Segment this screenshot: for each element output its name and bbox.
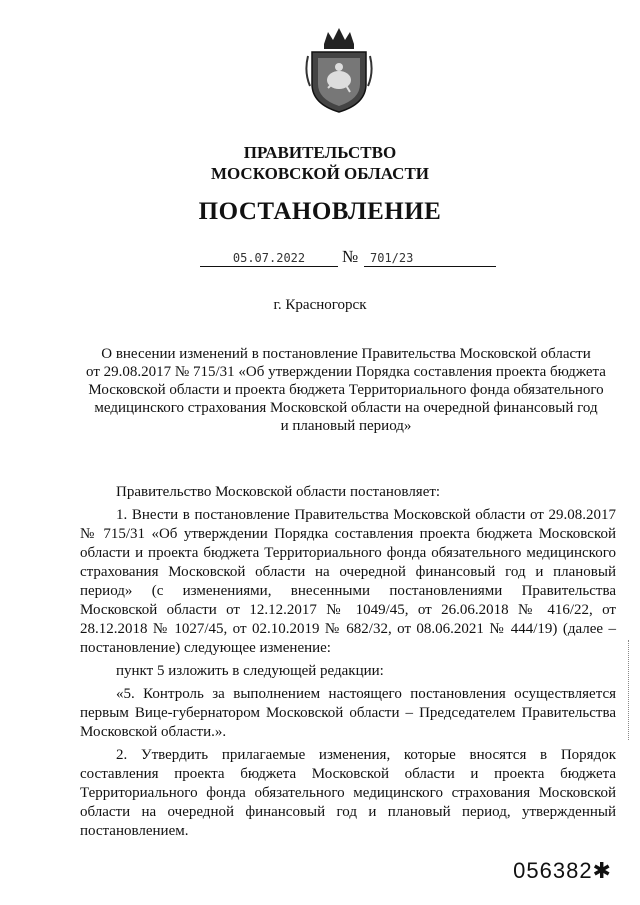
body-intro: Правительство Московской области постановляет: (116, 484, 441, 500)
body-paragraph-1: 1. Внести в постановление Правительства Московской области от 29.08.2017 № 715/31 «Об утверждении Порядка составления проекта бюджета Московской области и проекта бюджета Территориального фонда обязательного медицинского страхования Московской области на очередной финансовый год и плановый период» (с изменениями, внесенными постановлениями Правительства Московской области от 12.12.2017 № 1049/45, от 26.06.2018 № 416/22, от 28.12.2018 № 1027/45, от 02.10.2019 № 682/32, от 08.06.2021 № 444/19) (далее – постановление) следующее изменение: (80, 507, 616, 656)
document-date: 05.07.2022 (200, 250, 338, 267)
document-subject (86, 345, 606, 435)
body-paragraph-3: «5. Контроль за выполнением настоящего постановления осуществляется первым Вице-губернатором Московской области – Председателем Правительства Московской области.». (80, 686, 616, 740)
coat-of-arms-emblem (304, 22, 374, 114)
date-number-line (0, 247, 640, 270)
document-type-title: ПОСТАНОВЛЕНИЕ (198, 198, 442, 225)
org-line-2: МОСКОВСКОЙ ОБЛАСТИ (210, 164, 430, 183)
margin-marks (628, 640, 631, 740)
subject-line-5: и плановый период» (280, 418, 412, 434)
document-serial-code: 056382✱ (513, 858, 612, 883)
subject-line-3: Московской области и проекта бюджета Территориального фонда обязательного (88, 382, 604, 398)
subject-line-2: от 29.08.2017 № 715/31 «Об утверждении Порядка составления проекта бюджета (86, 364, 606, 380)
subject-line-4: медицинского страхования Московской области на очередной финансовый год (94, 400, 598, 416)
body-paragraph-2: пункт 5 изложить в следующей редакции: (116, 663, 384, 679)
city-name: г. Красногорск (273, 297, 367, 313)
document-number: 701/23 (370, 251, 414, 265)
document-number-field (364, 250, 496, 267)
body-paragraph-4: 2. Утвердить прилагаемые изменения, которые вносятся в Порядок составления проекта бюджета Московской области и проекта бюджета Территориального фонда обязательного медицинского страхования Московской области на очередной финансовый год и плановый период, утвержденный постановлением. (80, 747, 616, 839)
subject-line-1: О внесении изменений в постановление Правительства Московской области (101, 346, 591, 362)
document-body (80, 483, 616, 841)
org-line-1: ПРАВИТЕЛЬСТВО (243, 143, 397, 162)
organization-name (0, 142, 640, 184)
number-sign: № (342, 247, 359, 266)
